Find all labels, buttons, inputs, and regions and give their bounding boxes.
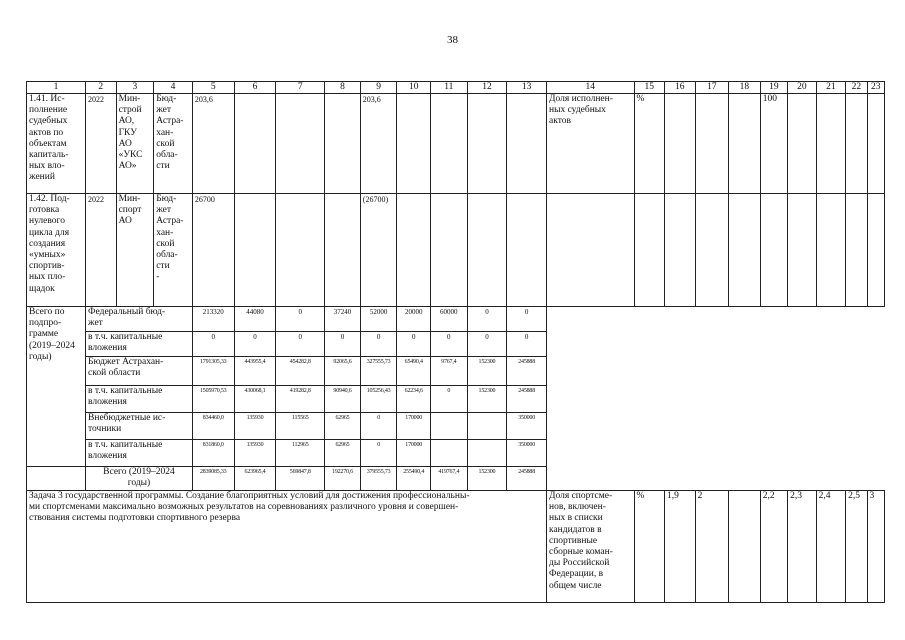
indicator-value: 2,3 bbox=[788, 491, 816, 603]
header-cell: 4 bbox=[154, 82, 193, 94]
total-value: 135930 bbox=[234, 440, 276, 467]
grand-total-value: 569847,8 bbox=[276, 467, 325, 491]
total-value: 44080 bbox=[234, 307, 276, 332]
total-value: 62234,6 bbox=[397, 386, 431, 413]
header-cell: 23 bbox=[867, 82, 884, 94]
measure-executor: Мин- строй АО, ГКУ АО «УКС АО» bbox=[116, 94, 154, 194]
measure-executor: Мин- спорт АО bbox=[116, 194, 154, 307]
header-cell: 7 bbox=[276, 82, 325, 94]
header-cell: 12 bbox=[467, 82, 507, 94]
total-value: 327555,73 bbox=[360, 357, 397, 386]
header-cell: 14 bbox=[546, 82, 634, 94]
total-row bbox=[27, 332, 885, 357]
header-cell: 6 bbox=[234, 82, 276, 94]
total-row bbox=[27, 307, 885, 332]
source-label: Бюджет Астрахан- ской области bbox=[86, 357, 193, 386]
total-value: 152300 bbox=[467, 386, 507, 413]
header-cell: 15 bbox=[634, 82, 665, 94]
total-value: 834460,0 bbox=[192, 413, 234, 440]
header-cell: 21 bbox=[816, 82, 846, 94]
task-3-text: Задача 3 государственной программы. Создание благоприятных условий для достижения профессиональны- ми спортсменами максимально возможных результатов на соревнованиях различного уровня и совершен- ствования системы подготовки спортивного резерва bbox=[27, 491, 547, 603]
page-number: 38 bbox=[447, 34, 458, 46]
total-label: Всего по подпро- грамме (2019–2024 годы) bbox=[27, 307, 86, 467]
grand-total-label: Всего (2019–2024 годы) bbox=[86, 467, 193, 491]
source-label: в т.ч. капитальные вложения bbox=[86, 386, 193, 413]
grand-total-value: 379555,73 bbox=[360, 467, 397, 491]
source-label: в т.ч. капитальные вложения bbox=[86, 332, 193, 357]
indicator-name: Доля исполнен- ных судебных актов bbox=[546, 94, 634, 194]
header-cell: 2 bbox=[86, 82, 117, 94]
indicator-value: 100 bbox=[760, 94, 787, 194]
measure-year: 2022 bbox=[86, 94, 117, 194]
measure-name: 1.42. Под- готовка нулевого цикла для создания «умных» спортив- ных пло- щадок bbox=[27, 194, 86, 307]
total-value: 52000 bbox=[360, 307, 397, 332]
total-value: 0 bbox=[507, 332, 547, 357]
total-value bbox=[467, 413, 507, 440]
header-cell: 5 bbox=[192, 82, 234, 94]
source-label: Внебюджетные ис- точники bbox=[86, 413, 193, 440]
total-value: 115565 bbox=[276, 413, 325, 440]
grand-total-value: 192270,6 bbox=[325, 467, 361, 491]
header-cell: 16 bbox=[665, 82, 696, 94]
total-value bbox=[430, 440, 467, 467]
total-value: 0 bbox=[507, 307, 547, 332]
total-value: 419282,8 bbox=[276, 386, 325, 413]
table-row bbox=[27, 194, 885, 307]
total-value: 135930 bbox=[234, 413, 276, 440]
total-value: 92065,6 bbox=[325, 357, 361, 386]
total-value: 9767,4 bbox=[430, 357, 467, 386]
total-value: 0 bbox=[360, 413, 397, 440]
total-value: 245888 bbox=[507, 386, 547, 413]
header-cell: 13 bbox=[507, 82, 547, 94]
measure-name: 1.41. Ис- полнение судебных актов по объектам капиталь- ных вло- жений bbox=[27, 94, 86, 194]
total-value: 831860,0 bbox=[192, 440, 234, 467]
grand-total-row bbox=[27, 467, 885, 491]
source-label: Федеральный бюд- жет bbox=[86, 307, 193, 332]
total-value: 0 bbox=[276, 332, 325, 357]
grand-total-value: 419767,4 bbox=[430, 467, 467, 491]
indicator-value: 2 bbox=[695, 491, 729, 603]
total-value: 350000 bbox=[507, 440, 547, 467]
total-value: 430068,1 bbox=[234, 386, 276, 413]
total-value: 0 bbox=[325, 332, 361, 357]
total-value: 152300 bbox=[467, 357, 507, 386]
total-value: 37240 bbox=[325, 307, 361, 332]
header-cell: 3 bbox=[116, 82, 154, 94]
source-label: в т.ч. капитальные вложения bbox=[86, 440, 193, 467]
header-cell: 19 bbox=[760, 82, 787, 94]
grand-total-value: 255490,4 bbox=[397, 467, 431, 491]
total-value: 443955,4 bbox=[234, 357, 276, 386]
grand-total-value: 245888 bbox=[507, 467, 547, 491]
total-value: 170000 bbox=[397, 413, 431, 440]
indicator-unit: % bbox=[634, 94, 665, 194]
total-value: 60000 bbox=[430, 307, 467, 332]
total-row bbox=[27, 386, 885, 413]
measure-amount-2022: 203,6 bbox=[360, 94, 397, 194]
total-value: 62965 bbox=[325, 440, 361, 467]
header-cell: 9 bbox=[360, 82, 397, 94]
total-value: 0 bbox=[360, 440, 397, 467]
header-cell: 1 bbox=[27, 82, 86, 94]
indicator-value: 2,5 bbox=[846, 491, 867, 603]
measure-amount: 203,6 bbox=[192, 94, 234, 194]
indicator-value: 2,4 bbox=[816, 491, 846, 603]
indicator-value: 3 bbox=[867, 491, 884, 603]
total-value: 105256,43 bbox=[360, 386, 397, 413]
total-value bbox=[467, 440, 507, 467]
header-cell: 18 bbox=[729, 82, 761, 94]
total-value: 0 bbox=[192, 332, 234, 357]
header-cell: 10 bbox=[397, 82, 431, 94]
total-value: 20000 bbox=[397, 307, 431, 332]
total-value: 0 bbox=[467, 307, 507, 332]
total-value: 170000 bbox=[397, 440, 431, 467]
total-value: 1791305,33 bbox=[192, 357, 234, 386]
total-value: 213320 bbox=[192, 307, 234, 332]
total-value: 0 bbox=[276, 307, 325, 332]
total-value: 90940,6 bbox=[325, 386, 361, 413]
total-row bbox=[27, 357, 885, 386]
total-value bbox=[430, 413, 467, 440]
indicator-value: 2,2 bbox=[760, 491, 787, 603]
indicator-unit: % bbox=[634, 491, 665, 603]
total-value: 62965 bbox=[325, 413, 361, 440]
header-cell: 20 bbox=[788, 82, 816, 94]
total-value: 112965 bbox=[276, 440, 325, 467]
measure-amount-2022: (26700) bbox=[360, 194, 397, 307]
total-row bbox=[27, 413, 885, 440]
total-value: 0 bbox=[360, 332, 397, 357]
header-cell: 17 bbox=[695, 82, 729, 94]
header-cell: 11 bbox=[430, 82, 467, 94]
total-row bbox=[27, 440, 885, 467]
measure-year: 2022 bbox=[86, 194, 117, 307]
total-value: 0 bbox=[234, 332, 276, 357]
column-number-row bbox=[27, 82, 885, 94]
indicator-name: Доля спортсме- нов, включен- ных в списки кандидатов в спортивные сборные коман- ды Российской Федерации, в общем числе bbox=[546, 491, 634, 603]
total-value: 0 bbox=[430, 386, 467, 413]
measure-source: Бюд- жет Астра- хан- ской обла- сти - bbox=[154, 194, 193, 307]
total-value: 454282,8 bbox=[276, 357, 325, 386]
program-table bbox=[26, 81, 885, 603]
total-value: 1505970,53 bbox=[192, 386, 234, 413]
indicator-value bbox=[729, 491, 761, 603]
grand-total-value: 2839085,33 bbox=[192, 467, 234, 491]
grand-total-value: 623965,4 bbox=[234, 467, 276, 491]
table-row bbox=[27, 94, 885, 194]
total-value: 65490,4 bbox=[397, 357, 431, 386]
total-value: 245888 bbox=[507, 357, 547, 386]
total-value: 0 bbox=[430, 332, 467, 357]
task-row bbox=[27, 491, 885, 603]
total-value: 350000 bbox=[507, 413, 547, 440]
header-cell: 22 bbox=[846, 82, 867, 94]
grand-total-value: 152300 bbox=[467, 467, 507, 491]
total-value: 0 bbox=[397, 332, 431, 357]
measure-amount: 26700 bbox=[192, 194, 234, 307]
measure-source: Бюд- жет Астра- хан- ской обла- сти bbox=[154, 94, 193, 194]
total-value: 0 bbox=[467, 332, 507, 357]
header-cell: 8 bbox=[325, 82, 361, 94]
indicator-value: 1,9 bbox=[665, 491, 696, 603]
